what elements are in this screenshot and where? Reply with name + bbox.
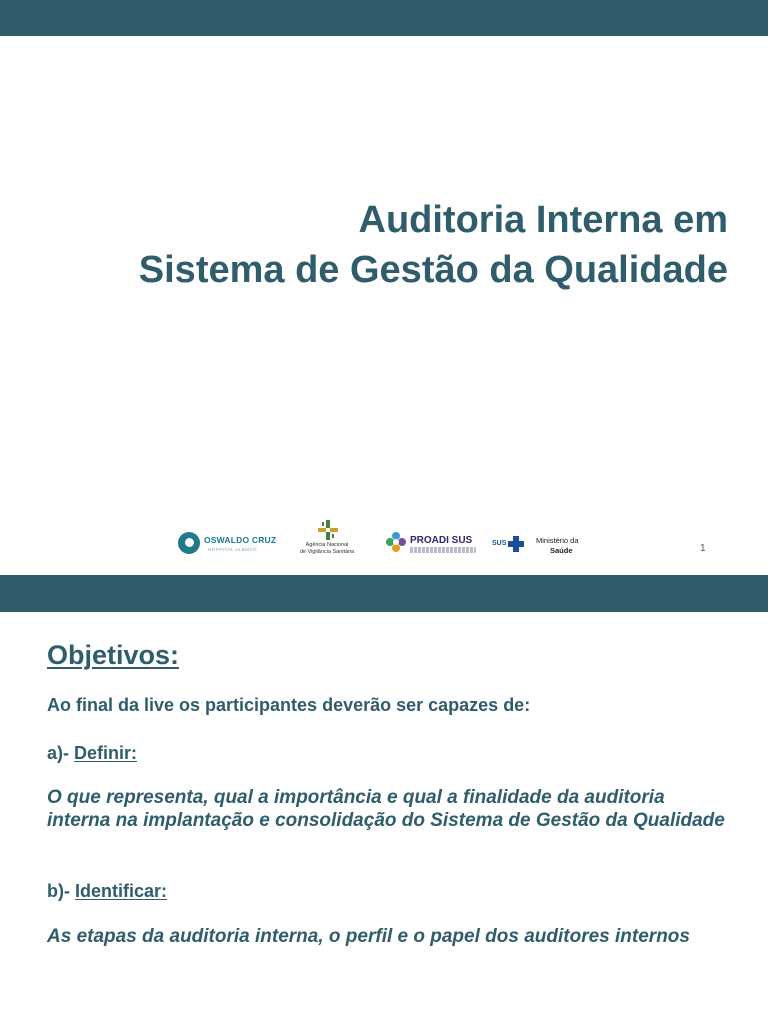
anvisa-cross-icon xyxy=(318,520,338,540)
slide-title-line-2: Sistema de Gestão da Qualidade xyxy=(138,249,728,291)
slide-title-line-1: Auditoria Interna em xyxy=(358,199,728,241)
proadi-sus-tagline xyxy=(410,547,476,553)
page-number: 1 xyxy=(700,543,706,554)
objective-b-label: Identificar: xyxy=(74,881,167,901)
objective-a-label: Definir: xyxy=(74,743,137,763)
objective-a xyxy=(47,742,137,765)
proadi-sus-logo xyxy=(386,532,482,558)
sus-name: SUS xyxy=(492,540,507,547)
objectives-heading: Objetivos: xyxy=(47,640,180,670)
slide1-top-bar xyxy=(0,0,768,36)
objective-b-prefix: b)- xyxy=(47,881,75,901)
ministerio-line-1: Ministério da xyxy=(536,536,579,545)
sus-logo xyxy=(492,534,526,556)
ministerio-saude-logo xyxy=(536,536,596,558)
objectives-intro: Ao final da live os participantes deverão ser capazes de: xyxy=(47,695,531,715)
objective-a-description: O que representa, qual a importância e qual a finalidade da auditoria interna na implantação e consolidação do Sistema de Gestão da Qualidade xyxy=(47,787,725,831)
ministerio-line-2: Saúde xyxy=(550,546,573,555)
anvisa-line-2: de Vigilância Sanitária xyxy=(299,549,355,555)
objective-b xyxy=(47,880,167,903)
proadi-sus-name: PROADI SUS xyxy=(410,535,473,546)
oswaldo-cruz-icon xyxy=(178,532,200,554)
oswaldo-cruz-logo xyxy=(178,532,278,556)
proadi-flower-icon xyxy=(386,532,406,552)
oswaldo-cruz-sub: HOSPITAL ALEMÃO xyxy=(208,547,258,552)
anvisa-text xyxy=(296,542,358,556)
slide2-top-bar xyxy=(0,575,768,612)
anvisa-line-1: Agência Nacional xyxy=(305,542,349,548)
oswaldo-cruz-name: OSWALDO CRUZ xyxy=(204,535,277,545)
objective-b-description: As etapas da auditoria interna, o perfil e o papel dos auditores internos xyxy=(47,926,690,947)
objective-a-prefix: a)- xyxy=(47,743,74,763)
sus-cross-icon xyxy=(508,536,524,552)
anvisa-logo xyxy=(296,518,358,562)
